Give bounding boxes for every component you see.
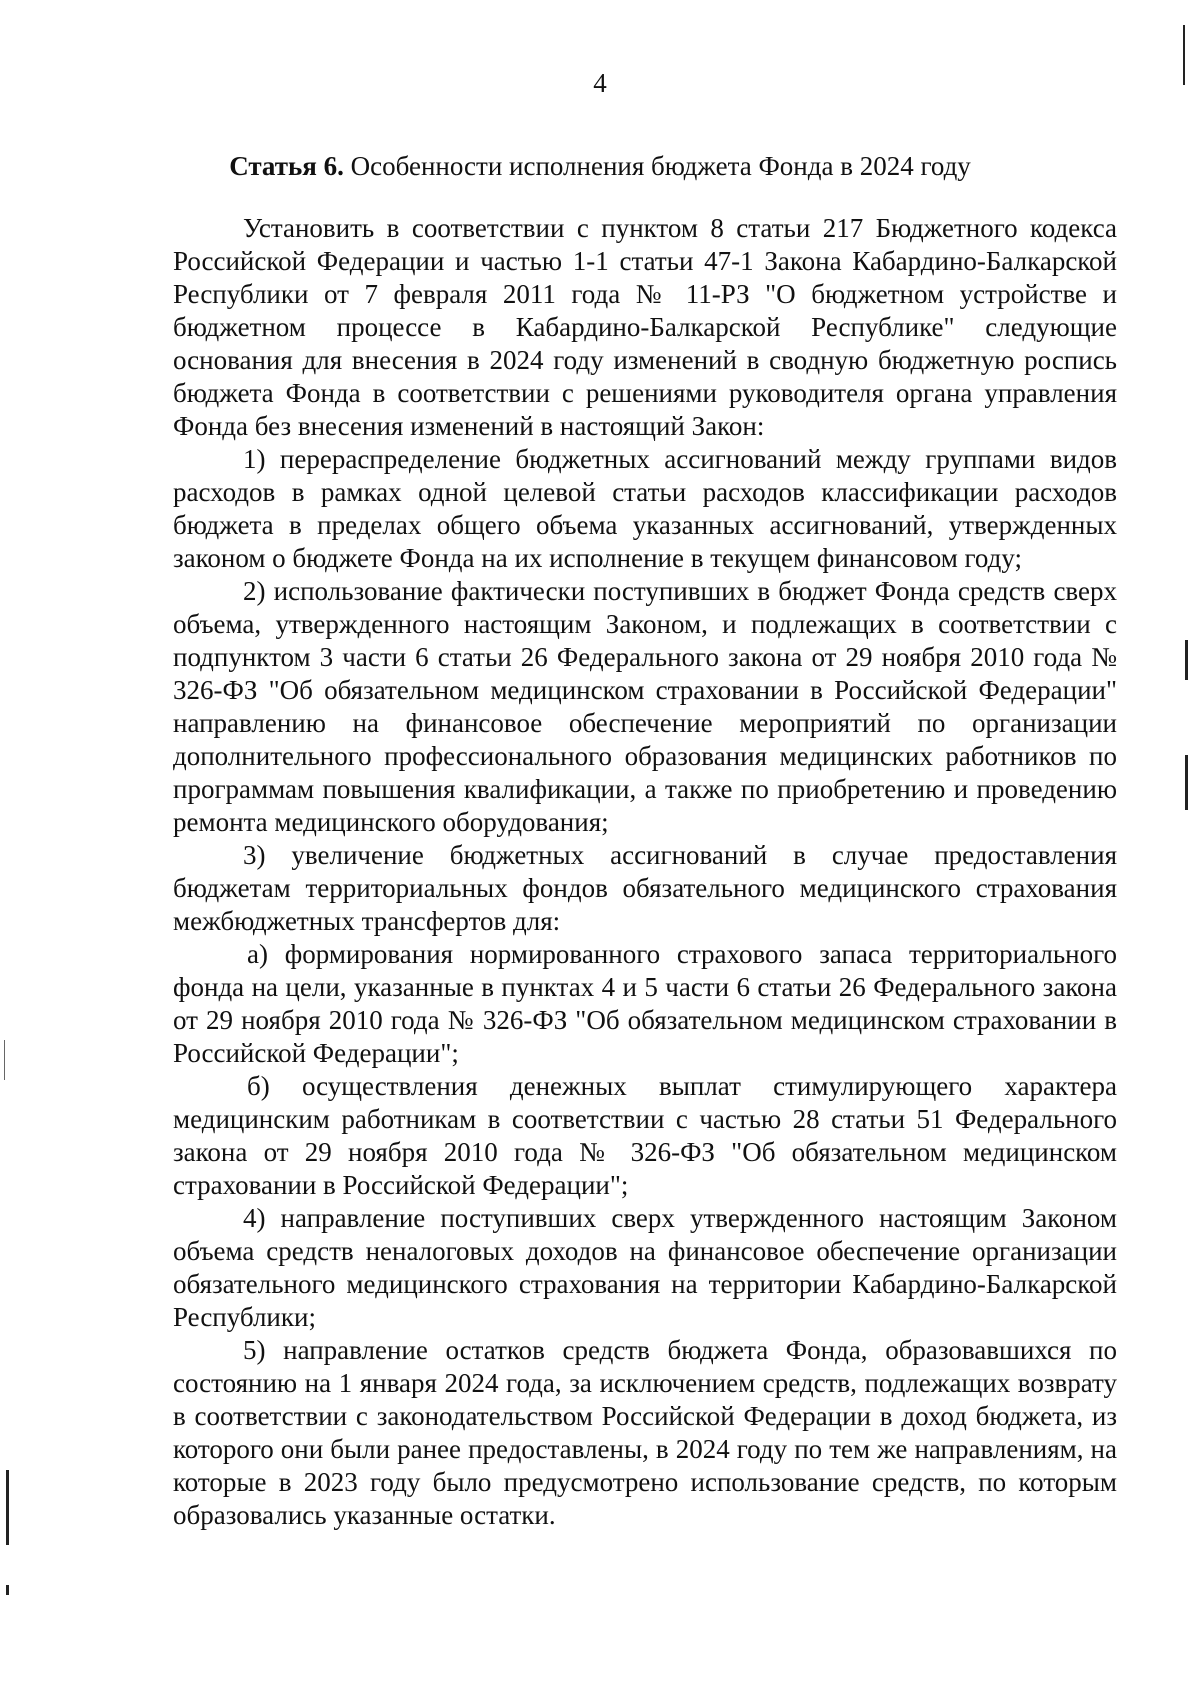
item-1-paragraph: 1) перераспределение бюджетных ассигнований между группами видов расходов в рамках одной целевой статьи расходов классификации расходов бюджета в пределах общего объема указанных ассигнований, утвержденных законом о бюджете Фонда на их исполнение в текущем финансовом году; xyxy=(173,444,1117,573)
page-number: 4 xyxy=(593,68,607,98)
scan-mark-left-3 xyxy=(6,1585,9,1595)
scan-mark-left-1 xyxy=(4,1040,5,1080)
article-title: Особенности исполнения бюджета Фонда в 2024 году xyxy=(350,151,971,181)
scan-mark-left-2 xyxy=(6,1470,9,1545)
item-5-paragraph: 5) направление остатков средств бюджета Фонда, образовавшихся по состоянию на 1 января 2024 года, за исключением средств, подлежащих возврату в соответствии с законодательством Российской Федерации в доход бюджета, из которого они были ранее предоставлены, в 2024 году по тем же направлениям, на которые в 2023 году было предусмотрено использование средств, по которым образовались указанные остатки. xyxy=(173,1335,1117,1530)
article-body xyxy=(173,212,1117,1532)
item-4-paragraph: 4) направление поступивших сверх утвержденного настоящим Законом объема средств неналоговых доходов на финансовое обеспечение организации обязательного медицинского страхования на территории Кабардино-Балкарской Республики; xyxy=(173,1203,1117,1332)
scan-mark-right-1 xyxy=(1185,640,1188,680)
article-label: Статья 6. xyxy=(229,151,344,181)
item-2-paragraph: 2) использование фактически поступивших в бюджет Фонда средств сверх объема, утвержденного настоящим Законом, и подлежащих в соответствии с подпунктом 3 части 6 статьи 26 Федерального закона от 29 ноября 2010 года № 326-ФЗ "Об обязательном медицинском страховании в Российской Федерации" направлению на финансовое обеспечение мероприятий по организации дополнительного профессионального образования медицинских работников по программам повышения квалификации, а также по приобретению и проведению ремонта медицинского оборудования; xyxy=(173,576,1117,837)
article-heading xyxy=(0,150,1200,182)
item-3a-paragraph: а) формирования нормированного страхового запаса территориального фонда на цели, указанные в пунктах 4 и 5 части 6 статьи 26 Федерального закона от 29 ноября 2010 года № 326-ФЗ "Об обязательном медицинском страховании в Российской Федерации"; xyxy=(173,939,1117,1068)
item-3-paragraph: 3) увеличение бюджетных ассигнований в случае предоставления бюджетам территориальных фондов обязательного медицинского страхования межбюджетных трансфертов для: xyxy=(173,840,1117,936)
scan-mark-right-2 xyxy=(1185,755,1188,810)
scan-mark-top-right xyxy=(1183,25,1185,85)
item-3b-paragraph: б) осуществления денежных выплат стимулирующего характера медицинским работникам в соответствии с частью 28 статьи 51 Федерального закона от 29 ноября 2010 года № 326-ФЗ "Об обязательном медицинском страховании в Российской Федерации"; xyxy=(173,1071,1117,1200)
intro-paragraph: Установить в соответствии с пунктом 8 статьи 217 Бюджетного кодекса Российской Федерации и частью 1-1 статьи 47-1 Закона Кабардино-Балкарской Республики от 7 февраля 2011 года № 11-РЗ "О бюджетном устройстве и бюджетном процессе в Кабардино-Балкарской Республике" следующие основания для внесения в 2024 году изменений в сводную бюджетную роспись бюджета Фонда в соответствии с решениями руководителя органа управления Фонда без внесения изменений в настоящий Закон: xyxy=(173,213,1117,441)
